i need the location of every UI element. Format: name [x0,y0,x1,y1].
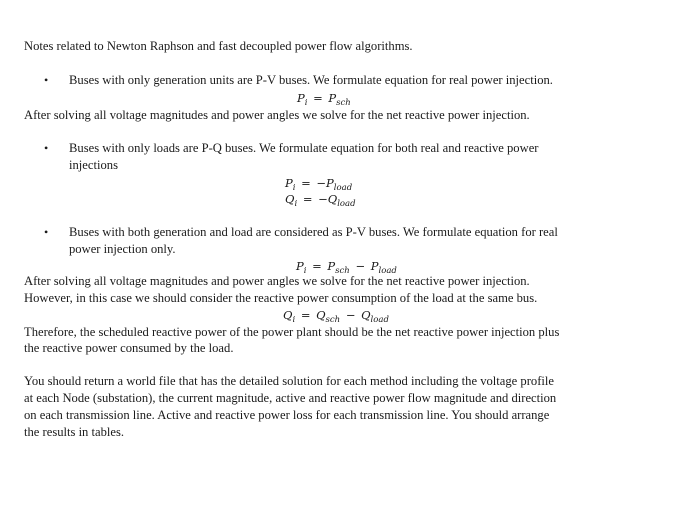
eq-symbol: P [285,176,293,190]
eq-subscript: sch [325,315,341,325]
equation-q-sch-minus-load [283,308,389,325]
eq-operator: = [312,259,322,273]
eq-symbol: Q [316,308,326,322]
final-paragraph-line-1: You should return a world file that has the detailed solution for each method including the voltage profile [24,374,554,388]
bullet-2-text-line-2: injections [69,158,118,172]
eq-subscript: i [292,315,296,325]
eq-symbol: P [328,91,337,105]
eq-operator: = [300,308,311,322]
therefore-line-2: the reactive power consumed by the load. [24,341,234,355]
equation-p-load [285,176,353,193]
eq-subscript: i [304,98,308,108]
eq-operator: = [313,91,323,105]
final-paragraph-line-3: on each transmission line. Active and reactive power loss for each transmission line. You should arrange [24,408,550,422]
bullet-3-text-line-1: Buses with both generation and load are considered as P-V buses. We formulate equation for real [69,225,558,239]
eq-symbol: −Q [318,192,338,206]
bullet-marker: • [44,141,49,155]
bullet-3-text-line-2: power injection only. [69,242,176,256]
equation-p-sch-minus-load [296,259,397,276]
final-paragraph-line-4: the results in tables. [24,425,125,439]
eq-operator: − [345,308,356,322]
bullet-1-text: Buses with only generation units are P-V buses. We formulate equation for real power injection. [69,73,553,87]
after-bullet-3-line-2: However, in this case we should consider the reactive power consumption of the load at the same bus. [24,291,538,305]
eq-subscript: i [303,266,307,276]
eq-subscript: sch [335,266,350,276]
eq-subscript: i [292,183,296,193]
eq-subscript: load [333,183,353,193]
after-bullet-3-line-1: After solving all voltage magnitudes and power angles we solve for the net reactive power injection. [24,274,530,288]
bullet-2-text-line-1: Buses with only loads are P-Q buses. We formulate equation for both real and reactive power [69,141,539,155]
equation-q-load [285,192,356,209]
final-paragraph-line-2: at each Node (substation), the current magnitude, active and reactive power flow magnitude and direction [24,391,557,405]
bullet-marker: • [44,225,49,239]
eq-subscript: sch [336,98,351,108]
eq-symbol: −P [316,176,334,190]
equation-p-sch [297,91,351,108]
eq-operator: = [302,192,313,206]
eq-symbol: Q [361,308,371,322]
eq-subscript: load [337,199,356,209]
eq-symbol: P [327,259,336,273]
therefore-line-1: Therefore, the scheduled reactive power of the power plant should be the net reactive power injection plus [24,325,560,339]
eq-symbol: P [370,259,379,273]
document-heading: Notes related to Newton Raphson and fast decoupled power flow algorithms. [24,39,413,53]
eq-symbol: P [296,259,304,273]
eq-subscript: i [294,199,298,209]
after-bullet-1-text: After solving all voltage magnitudes and power angles we solve for the net reactive power injection. [24,108,530,122]
eq-subscript: load [378,266,397,276]
eq-subscript: load [370,315,389,325]
eq-symbol: Q [285,192,295,206]
eq-operator: = [301,176,311,190]
eq-operator: − [355,259,366,273]
bullet-marker: • [44,73,49,87]
eq-symbol: Q [283,308,293,322]
eq-symbol: P [297,91,305,105]
